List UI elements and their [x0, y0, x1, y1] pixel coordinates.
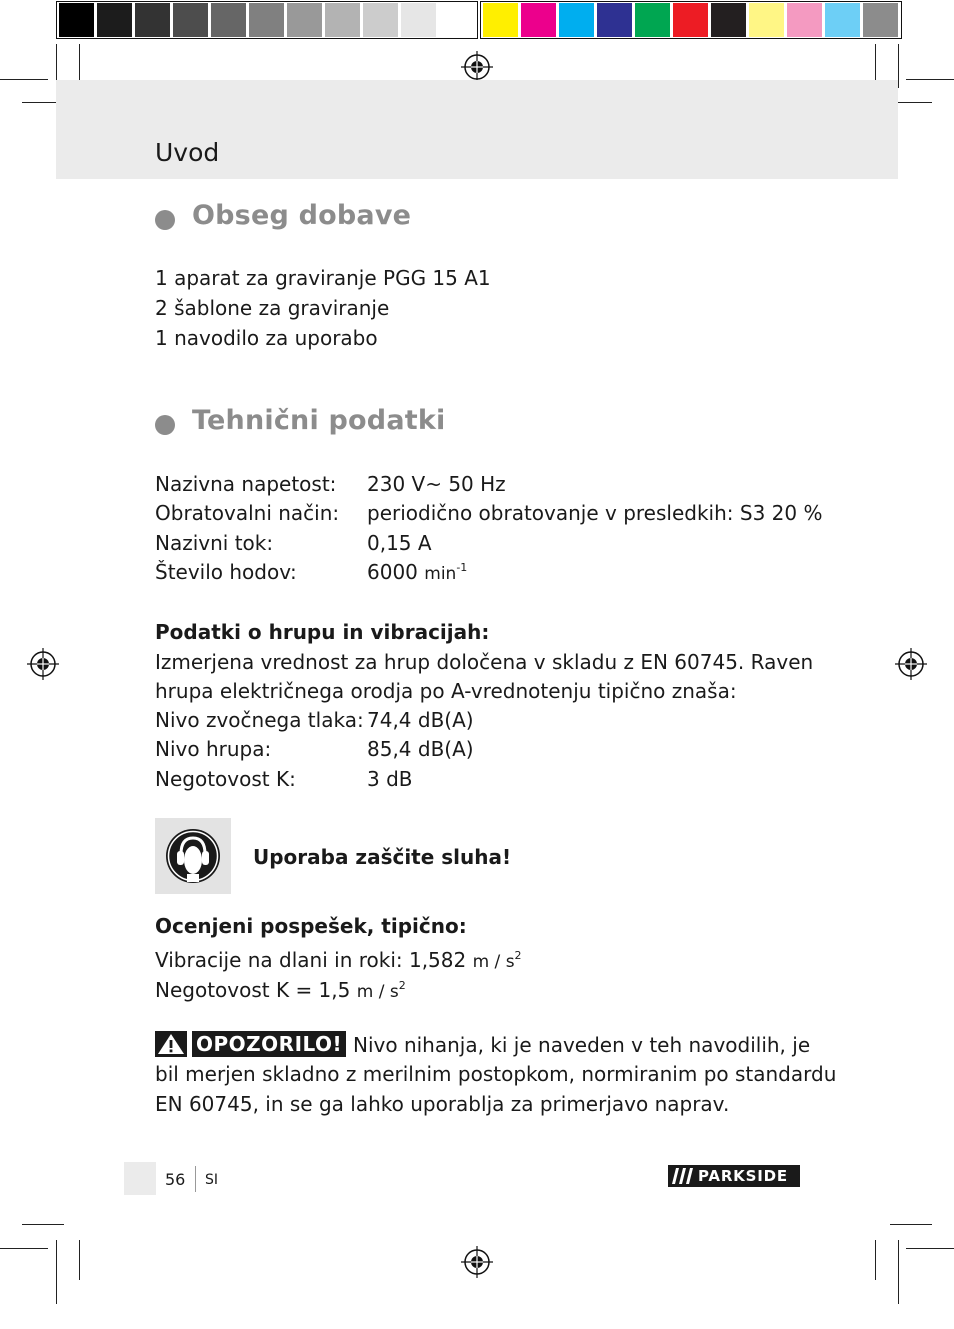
spec-label: Število hodov: — [155, 560, 297, 584]
gray-swatch — [439, 3, 474, 37]
spec-value: 230 V~ 50 Hz — [367, 472, 506, 496]
bullet-icon — [155, 415, 175, 435]
color-swatch — [635, 3, 670, 37]
gray-swatch — [401, 3, 436, 37]
gray-swatch — [173, 3, 208, 37]
gray-swatch — [59, 3, 94, 37]
gray-swatch — [363, 3, 398, 37]
hearing-protection-text: Uporaba zaščite sluha! — [253, 845, 512, 869]
registration-mark-icon — [895, 648, 927, 680]
gray-swatch — [97, 3, 132, 37]
section-title-scope: Obseg dobave — [192, 200, 412, 231]
spec-value-strokes — [367, 560, 467, 584]
noise-heading: Podatki o hrupu in vibracijah: — [155, 620, 490, 644]
brand-logo — [668, 1165, 800, 1187]
vibration-text: Negotovost K = 1,5 — [155, 978, 351, 1002]
warning-text: EN 60745, in se ga lahko uporablja za primerjavo naprav. — [155, 1092, 730, 1116]
list-item: 2 šablone za graviranje — [155, 296, 390, 320]
gray-swatch — [135, 3, 170, 37]
crop-mark — [906, 1248, 954, 1249]
warning-triangle-icon — [155, 1031, 187, 1057]
brand-stripes-icon — [672, 1168, 694, 1184]
gray-swatch — [249, 3, 284, 37]
noise-text: hrupa električnega orodja po A-vrednotenju tipično znaša: — [155, 679, 737, 703]
spec-label: Nazivna napetost: — [155, 472, 337, 496]
vibration-heading: Ocenjeni pospešek, tipično: — [155, 914, 467, 938]
color-swatch — [483, 3, 518, 37]
registration-mark-icon — [27, 648, 59, 680]
noise-label: Nivo zvočnega tlaka: — [155, 708, 364, 732]
warning-label: OPOZORILO! — [192, 1031, 346, 1057]
vibration-unit: m / s — [472, 952, 515, 972]
color-swatch — [521, 3, 556, 37]
crop-mark — [890, 1224, 932, 1225]
spec-unit: min — [424, 564, 457, 584]
crop-mark — [906, 79, 954, 80]
registration-mark-icon — [461, 1246, 493, 1278]
spec-label: Obratovalni način: — [155, 501, 340, 525]
section-title-tech: Tehnični podatki — [192, 405, 446, 436]
brand-name: PARKSIDE — [698, 1167, 788, 1185]
registration-mark-icon — [461, 51, 493, 83]
noise-label: Nivo hrupa: — [155, 737, 272, 761]
vibration-line — [155, 971, 406, 1008]
color-swatch — [673, 3, 708, 37]
crop-mark — [79, 1240, 80, 1280]
noise-value: 3 dB — [367, 767, 413, 791]
list-item: 1 navodilo za uporabo — [155, 326, 378, 350]
footer-divider — [195, 1166, 196, 1192]
crop-mark — [898, 1240, 899, 1304]
page-title: Uvod — [155, 138, 220, 167]
hearing-protection-icon — [155, 818, 231, 894]
spec-value: 0,15 A — [367, 531, 432, 555]
vibration-exponent: 2 — [514, 949, 522, 962]
noise-value: 85,4 dB(A) — [367, 737, 474, 761]
list-item: 1 aparat za graviranje PGG 15 A1 — [155, 266, 491, 290]
vibration-exponent: 2 — [398, 979, 406, 992]
hearing-protection-box — [155, 818, 231, 894]
spec-exponent: -1 — [456, 561, 468, 574]
vibration-unit: m / s — [356, 982, 399, 1002]
gray-swatch — [287, 3, 322, 37]
color-swatch — [559, 3, 594, 37]
color-swatch — [825, 3, 860, 37]
color-swatch — [711, 3, 746, 37]
color-swatch — [597, 3, 632, 37]
noise-text: Izmerjena vrednost za hrup določena v skladu z EN 60745. Raven — [155, 650, 814, 674]
page-number: 56 — [165, 1170, 186, 1189]
crop-mark — [0, 79, 48, 80]
vibration-text: Vibracije na dlani in roki: 1,582 — [155, 948, 467, 972]
color-swatch — [863, 3, 898, 37]
noise-value: 74,4 dB(A) — [367, 708, 474, 732]
color-swatch — [787, 3, 822, 37]
gray-swatch — [211, 3, 246, 37]
crop-mark — [898, 44, 899, 88]
warning-text: bil merjen skladno z merilnim postopkom, normiranim po standardu — [155, 1062, 837, 1086]
noise-label: Negotovost K: — [155, 767, 296, 791]
crop-mark — [0, 1248, 48, 1249]
spec-value: 6000 — [367, 560, 418, 584]
footer-box — [124, 1162, 156, 1195]
language-code: SI — [205, 1172, 219, 1188]
spec-value: periodično obratovanje v presledkih: S3 20 % — [367, 501, 823, 525]
color-swatch — [749, 3, 784, 37]
gray-swatch — [325, 3, 360, 37]
bullet-icon — [155, 210, 175, 230]
warning-text: Nivo nihanja, ki je naveden v teh navodilih, je — [353, 1033, 811, 1057]
crop-mark — [875, 1240, 876, 1280]
crop-mark — [56, 1240, 57, 1304]
crop-mark — [22, 1224, 64, 1225]
spec-label: Nazivni tok: — [155, 531, 274, 555]
